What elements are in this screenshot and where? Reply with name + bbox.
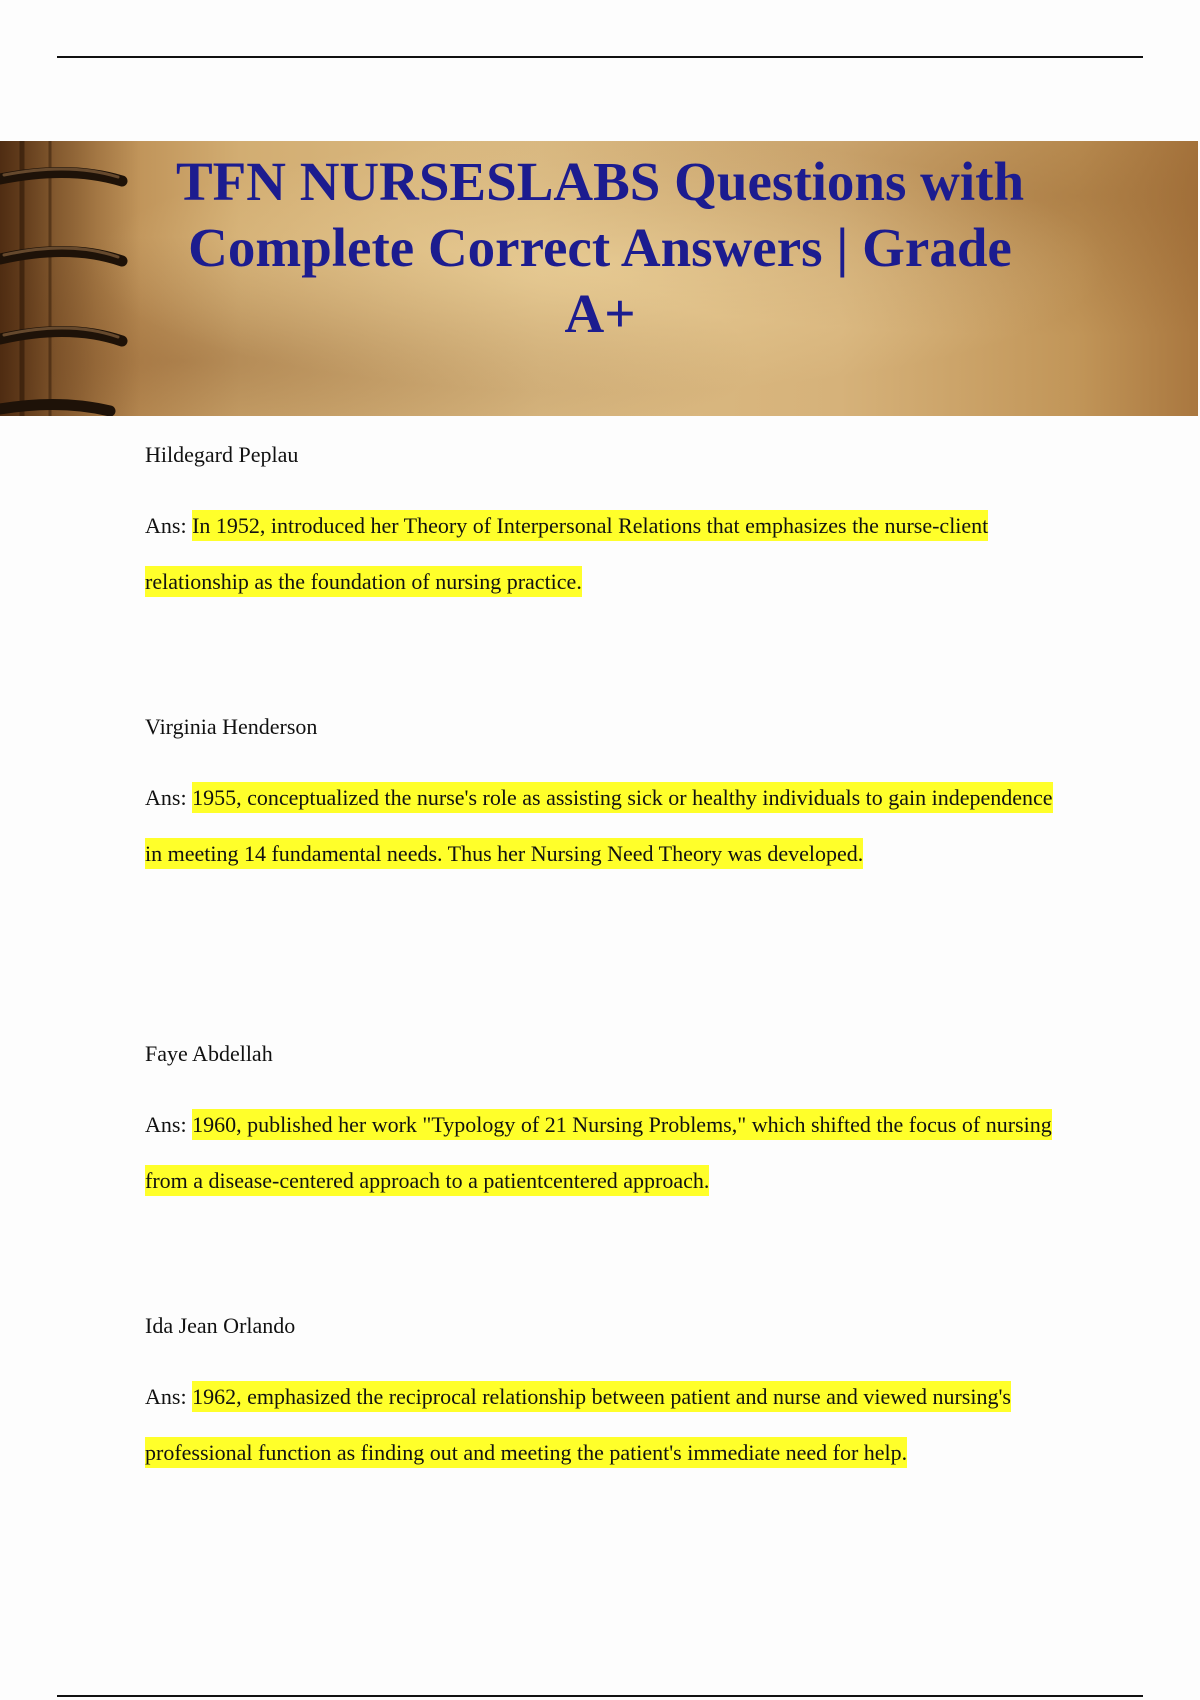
answer-paragraph <box>145 1369 1075 1481</box>
term-title: Hildegard Peplau <box>145 442 299 467</box>
footer-rule <box>57 1695 1143 1697</box>
term-title: Faye Abdellah <box>145 1041 273 1066</box>
answer-paragraph <box>145 770 1075 882</box>
answer-highlight: In 1952, introduced her Theory of Interpersonal Relations that emphasizes the nurse-client relationship as the foundation of nursing practice. <box>145 510 988 597</box>
answer-highlight: 1955, conceptualized the nurse's role as assisting sick or healthy individuals to gain independence in meeting 14 fundamental needs. Thus her Nursing Need Theory was developed. <box>145 782 1053 869</box>
answer-paragraph <box>145 1097 1075 1209</box>
answer-label: Ans: <box>145 513 187 538</box>
entry-ida-jean-orlando <box>145 1311 1075 1481</box>
answer-highlight: 1960, published her work "Typology of 21 Nursing Problems," which shifted the focus of nursing from a disease-centered approach to a patientcentered approach. <box>145 1109 1052 1196</box>
answer-label: Ans: <box>145 1112 187 1137</box>
title-banner <box>0 141 1198 416</box>
entry-virginia-henderson <box>145 712 1075 882</box>
document-title: TFN NURSESLABS Questions with Complete Correct Answers | Grade A+ <box>175 151 1025 344</box>
term-title: Ida Jean Orlando <box>145 1313 296 1338</box>
answer-label: Ans: <box>145 785 187 810</box>
answer-highlight: 1962, emphasized the reciprocal relationship between patient and nurse and viewed nursing's professional function as finding out and meeting the patient's immediate need for help. <box>145 1381 1011 1468</box>
notebook-rings-icon <box>0 141 150 416</box>
term-title: Virginia Henderson <box>145 714 318 739</box>
header-rule <box>57 56 1143 58</box>
entry-faye-abdellah <box>145 1039 1075 1209</box>
answer-paragraph <box>145 498 1075 610</box>
entry-hildegard-peplau <box>145 440 1075 610</box>
answer-label: Ans: <box>145 1384 187 1409</box>
